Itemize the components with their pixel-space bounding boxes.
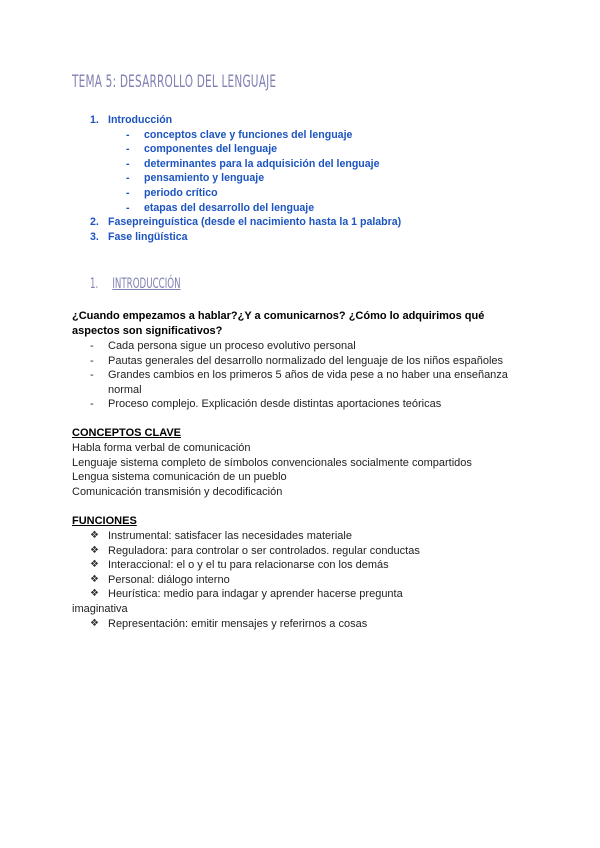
diamond-bullet-icon: ❖ [90, 559, 99, 571]
list-item [72, 617, 420, 632]
dash-marker: - [90, 354, 94, 367]
toc-subitem-label: pensamiento y lenguaje [144, 172, 265, 185]
funciones-list [72, 529, 420, 631]
conceptos-heading: CONCEPTOS CLAVE [72, 427, 181, 439]
diamond-bullet-icon: ❖ [90, 588, 99, 600]
list-item [72, 354, 528, 369]
list-item-text: Instrumental: satisfacer las necesidades materiale [108, 530, 352, 542]
conceptos-list [72, 441, 472, 499]
toc-subitem-label: determinantes para la adquisición del lenguaje [144, 157, 380, 170]
section-heading [90, 276, 181, 292]
toc-subitem-label: periodo crítico [144, 186, 218, 199]
section-number: 1. [90, 276, 99, 292]
concept-line: Lengua sistema comunicación de un pueblo [72, 471, 287, 484]
dash-marker: - [126, 157, 130, 170]
toc-item-label: Introducción [108, 114, 173, 126]
list-item [72, 397, 528, 412]
toc-item-number: 2. [90, 216, 99, 229]
list-item-text: Grandes cambios en los primeros 5 años de vida pese a no haber una enseñanza normal [108, 369, 508, 396]
list-item [72, 339, 528, 354]
list-item-text: Heurística: medio para indagar y aprender hacerse pregunta [108, 588, 403, 601]
section-heading-text: INTRODUCCIÓN [112, 276, 181, 292]
concept-line: Habla forma verbal de comunicación [72, 442, 251, 454]
dash-marker: - [126, 186, 130, 199]
list-item-text: Representación: emitir mensajes y referirnos a cosas [108, 617, 368, 630]
toc-item-number: 1. [90, 114, 99, 126]
dash-marker: - [126, 201, 130, 214]
list-item-text: Cada persona sigue un proceso evolutivo personal [108, 340, 356, 352]
dash-marker: - [90, 340, 94, 352]
list-item-text: Proceso complejo. Explicación desde distintas aportaciones teóricas [108, 398, 442, 411]
list-item-text: Interaccional: el o y el tu para relacionarse con los demás [108, 559, 389, 572]
dash-marker: - [126, 143, 130, 156]
diamond-bullet-icon: ❖ [90, 617, 99, 629]
toc-item-number: 3. [90, 230, 99, 243]
concept-line: Comunicación transmisión y decodificación [72, 485, 283, 498]
toc-subitem-label: etapas del desarrollo del lenguaje [144, 201, 315, 214]
intro-question: ¿Cuando empezamos a hablar?¿Y a comunicarnos? ¿Cómo lo adquirimos qué aspectos son significativos? [72, 310, 485, 337]
dash-marker: - [90, 369, 94, 382]
dash-marker: - [126, 172, 130, 185]
toc-item-label: Fasepreinguística (desde el nacimiento hasta la 1 palabra) [108, 216, 402, 229]
list-item-text: Pautas generales del desarrollo normalizado del lenguaje de los niños españoles [108, 354, 504, 367]
toc-subitem-label: componentes del lenguaje [144, 143, 278, 156]
list-item-text: Reguladora: para controlar o ser controlados. regular conductas [108, 544, 420, 557]
list-item [72, 544, 420, 559]
intro-points [72, 339, 528, 412]
continuation-line: imaginativa [72, 602, 128, 615]
toc-subitem-label: conceptos clave y funciones del lenguaje [144, 128, 353, 141]
concept-line: Lenguaje sistema completo de símbolos convencionales socialmente compartidos [72, 456, 472, 469]
list-item [72, 587, 420, 602]
list-item [72, 529, 420, 544]
list-item-text: Personal: diálogo interno [108, 573, 230, 586]
diamond-bullet-icon: ❖ [90, 530, 99, 541]
list-item [72, 558, 420, 573]
dash-marker: - [90, 398, 94, 411]
diamond-bullet-icon: ❖ [90, 573, 99, 585]
list-item [72, 573, 420, 588]
list-item [72, 368, 528, 397]
funciones-heading: FUNCIONES [72, 515, 137, 527]
dash-marker: - [126, 128, 130, 141]
toc-item-label: Fase lingüística [108, 230, 188, 243]
page-title: TEMA 5: DESARROLLO DEL LENGUAJE [72, 72, 277, 92]
diamond-bullet-icon: ❖ [90, 544, 99, 556]
